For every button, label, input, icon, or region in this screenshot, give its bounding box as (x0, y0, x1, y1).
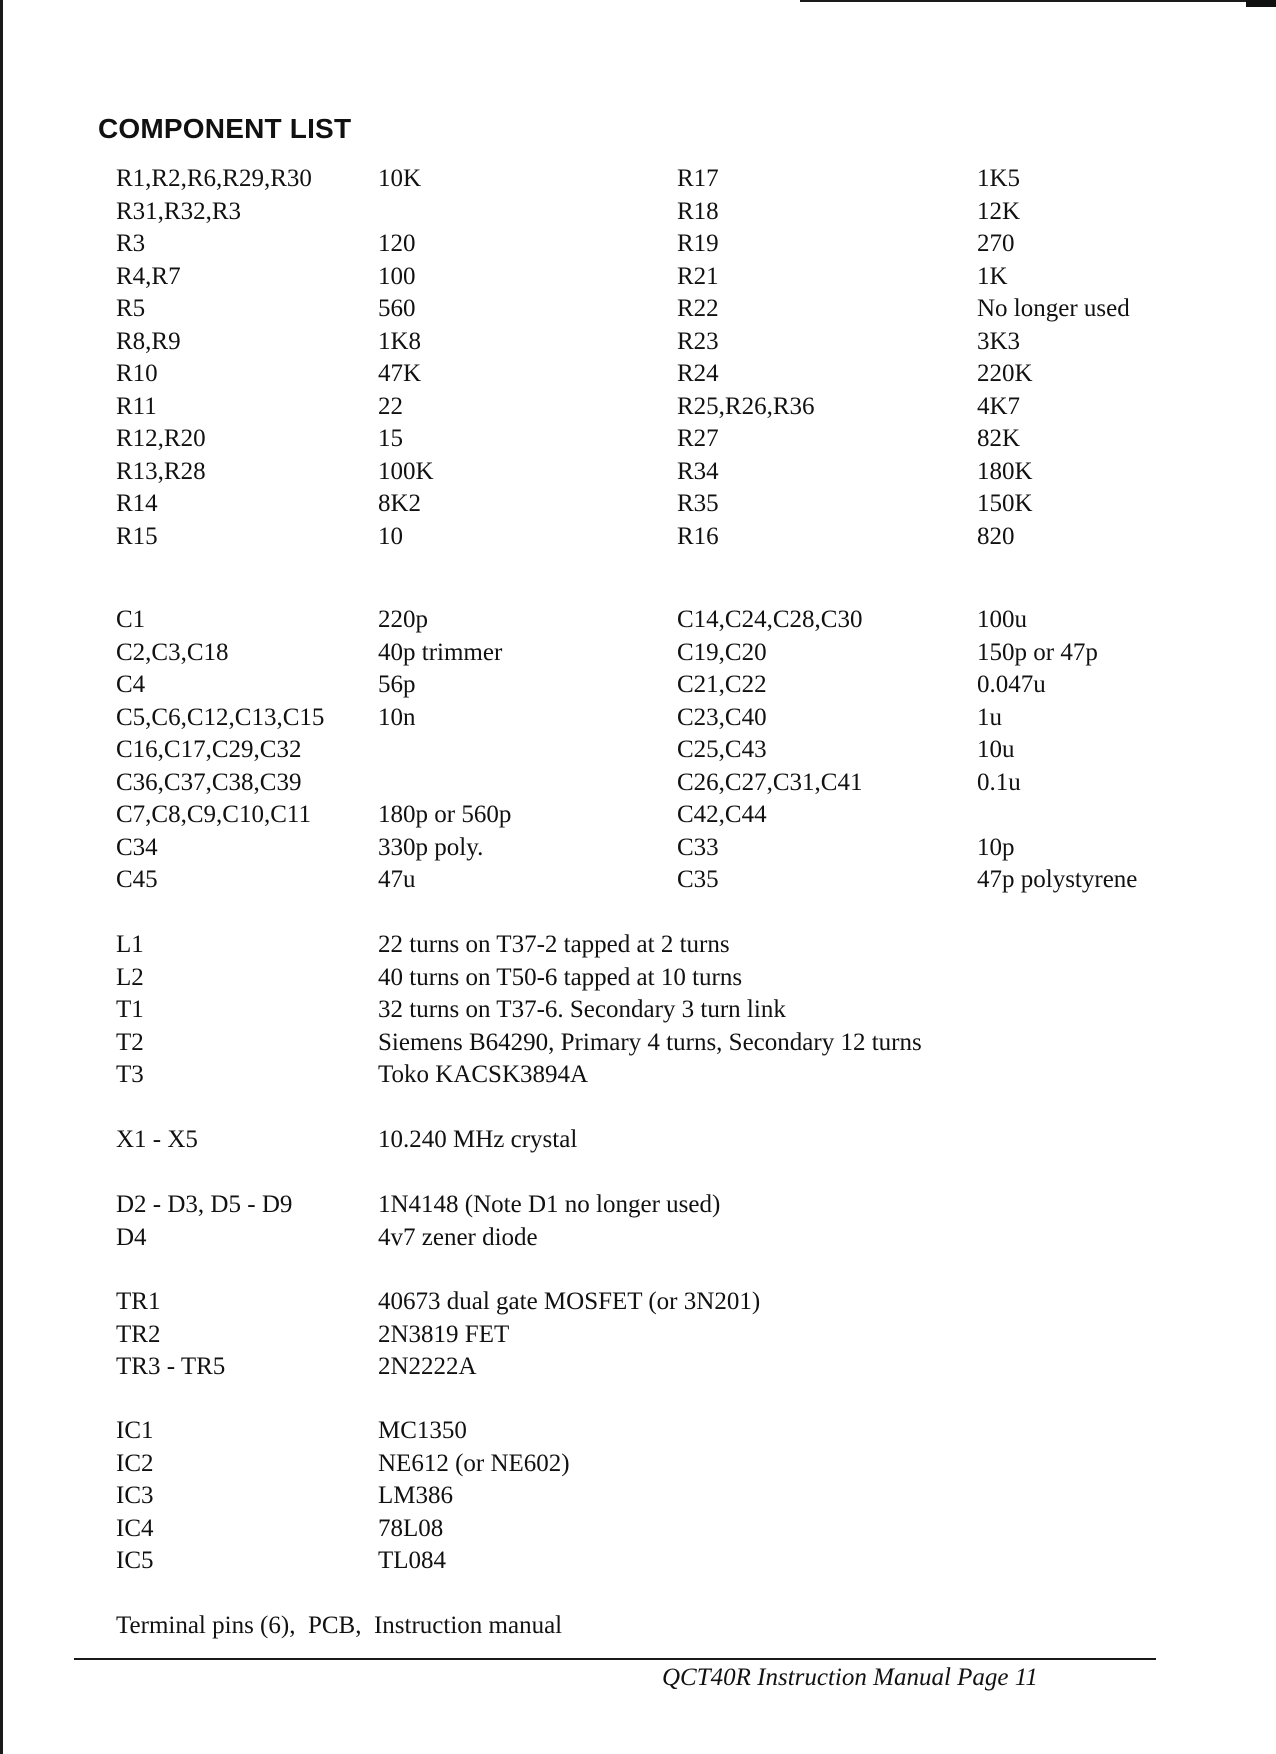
left-part-cell: C7,C8,C9,C10,C11 (116, 801, 311, 828)
right-value-cell: 12K (977, 198, 1021, 225)
left-value-cell: 47K (378, 360, 422, 387)
ics-row (0, 1415, 1276, 1447)
left-value-cell: 10.240 MHz crystal (378, 1126, 578, 1153)
resistors-row (0, 358, 1276, 390)
right-value-cell: 180K (977, 458, 1033, 485)
left-part-cell: L2 (116, 964, 144, 991)
right-part-cell: R24 (677, 360, 719, 387)
capacitors-row (0, 604, 1276, 636)
ics-row (0, 1513, 1276, 1545)
capacitors-row (0, 702, 1276, 734)
left-part-cell: T1 (116, 996, 144, 1023)
right-value-cell: 150K (977, 490, 1033, 517)
resistors-row (0, 456, 1276, 488)
left-part-cell: C1 (116, 606, 146, 633)
top-rule (800, 0, 1246, 2)
right-value-cell: 150p or 47p (977, 639, 1098, 666)
right-value-cell: 10p (977, 834, 1015, 861)
inductors-row (0, 1027, 1276, 1059)
right-part-cell: R34 (677, 458, 719, 485)
misc-row (0, 1610, 1276, 1642)
left-part-cell: R12,R20 (116, 425, 206, 452)
left-part-cell: C16,C17,C29,C32 (116, 736, 302, 763)
transistors-row (0, 1351, 1276, 1383)
crystals-row (0, 1124, 1276, 1156)
right-part-cell: R19 (677, 230, 719, 257)
left-value-cell: 180p or 560p (378, 801, 512, 828)
transistors-row (0, 1286, 1276, 1318)
right-part-cell: C26,C27,C31,C41 (677, 769, 863, 796)
capacitors-row (0, 864, 1276, 896)
right-part-cell: R22 (677, 295, 719, 322)
resistors-row (0, 261, 1276, 293)
footer-rule (74, 1658, 1156, 1660)
left-value-cell: 100 (378, 263, 416, 290)
inductors-row (0, 929, 1276, 961)
left-part-cell: T2 (116, 1029, 144, 1056)
right-part-cell: R18 (677, 198, 719, 225)
left-value-cell: 10 (378, 523, 403, 550)
left-value-cell: NE612 (or NE602) (378, 1450, 570, 1477)
left-value-cell: 22 (378, 393, 403, 420)
left-part-cell: R14 (116, 490, 158, 517)
right-part-cell: R16 (677, 523, 719, 550)
right-part-cell: C42,C44 (677, 801, 767, 828)
right-value-cell: 1K5 (977, 165, 1021, 192)
left-part-cell: R13,R28 (116, 458, 206, 485)
right-part-cell: C19,C20 (677, 639, 767, 666)
left-value-cell: 100K (378, 458, 434, 485)
left-value-cell: 120 (378, 230, 416, 257)
inductors-row (0, 962, 1276, 994)
resistors-row (0, 521, 1276, 553)
resistors-row (0, 488, 1276, 520)
left-value-cell: Toko KACSK3894A (378, 1061, 589, 1088)
page-title: COMPONENT LIST (98, 113, 352, 144)
capacitors-row (0, 734, 1276, 766)
left-part-cell: C45 (116, 866, 158, 893)
left-value-cell: 8K2 (378, 490, 422, 517)
left-value-cell: 40673 dual gate MOSFET (or 3N201) (378, 1288, 761, 1315)
left-value-cell: 10K (378, 165, 422, 192)
left-value-cell: 40 turns on T50-6 tapped at 10 turns (378, 964, 743, 991)
left-part-cell: C36,C37,C38,C39 (116, 769, 302, 796)
left-part-cell: IC3 (116, 1482, 154, 1509)
left-part-cell: C4 (116, 671, 146, 698)
right-part-cell: C23,C40 (677, 704, 767, 731)
right-value-cell: 82K (977, 425, 1021, 452)
diodes-row (0, 1222, 1276, 1254)
resistors-row (0, 196, 1276, 228)
right-part-cell: R35 (677, 490, 719, 517)
left-part-cell: IC2 (116, 1450, 154, 1477)
diodes-row (0, 1189, 1276, 1221)
resistors-row (0, 423, 1276, 455)
resistors-row (0, 391, 1276, 423)
right-part-cell: R17 (677, 165, 719, 192)
left-part-cell: X1 - X5 (116, 1126, 198, 1153)
inductors-row (0, 1059, 1276, 1091)
capacitors-row (0, 637, 1276, 669)
right-value-cell: 10u (977, 736, 1015, 763)
resistors-row (0, 228, 1276, 260)
right-part-cell: C35 (677, 866, 719, 893)
left-value-cell: 10n (378, 704, 416, 731)
left-part-cell: R8,R9 (116, 328, 181, 355)
left-part-cell: R10 (116, 360, 158, 387)
left-value-cell: 22 turns on T37-2 tapped at 2 turns (378, 931, 730, 958)
left-value-cell: 15 (378, 425, 403, 452)
left-value-cell: 56p (378, 671, 416, 698)
capacitors-row (0, 832, 1276, 864)
left-part-cell: TR2 (116, 1321, 161, 1348)
inductors-row (0, 994, 1276, 1026)
left-part-cell: IC4 (116, 1515, 154, 1542)
top-rule-end (1246, 0, 1276, 7)
left-part-cell: R31,R32,R3 (116, 198, 242, 225)
left-value-cell: Siemens B64290, Primary 4 turns, Secondary 12 turns (378, 1029, 922, 1056)
right-value-cell: 3K3 (977, 328, 1021, 355)
right-value-cell: 1K (977, 263, 1008, 290)
left-value-cell: 1K8 (378, 328, 422, 355)
transistors-row (0, 1319, 1276, 1351)
right-value-cell: 47p polystyrene (977, 866, 1138, 893)
right-part-cell: R27 (677, 425, 719, 452)
ics-row (0, 1448, 1276, 1480)
right-value-cell: 100u (977, 606, 1027, 633)
right-value-cell: 820 (977, 523, 1015, 550)
left-value-cell: MC1350 (378, 1417, 467, 1444)
right-part-cell: C33 (677, 834, 719, 861)
right-part-cell: C25,C43 (677, 736, 767, 763)
left-value-cell: 2N3819 FET (378, 1321, 510, 1348)
right-value-cell: 4K7 (977, 393, 1021, 420)
resistors-row (0, 293, 1276, 325)
left-part-cell: T3 (116, 1061, 144, 1088)
capacitors-row (0, 767, 1276, 799)
left-part-cell: D2 - D3, D5 - D9 (116, 1191, 293, 1218)
right-value-cell: 1u (977, 704, 1002, 731)
resistors-row (0, 326, 1276, 358)
capacitors-row (0, 799, 1276, 831)
ics-row (0, 1545, 1276, 1577)
left-part-cell: IC1 (116, 1417, 154, 1444)
left-part-cell: L1 (116, 931, 144, 958)
left-value-cell: 1N4148 (Note D1 no longer used) (378, 1191, 721, 1218)
left-part-cell: R11 (116, 393, 157, 420)
left-part-cell: TR3 - TR5 (116, 1353, 226, 1380)
left-value-cell: LM386 (378, 1482, 453, 1509)
left-value-cell: 2N2222A (378, 1353, 477, 1380)
right-value-cell: 0.047u (977, 671, 1046, 698)
right-part-cell: C14,C24,C28,C30 (677, 606, 863, 633)
left-value-cell: 32 turns on T37-6. Secondary 3 turn link (378, 996, 786, 1023)
left-value-cell: TL084 (378, 1547, 447, 1574)
left-value-cell: 220p (378, 606, 428, 633)
right-value-cell: 220K (977, 360, 1033, 387)
left-part-cell: C34 (116, 834, 158, 861)
left-part-cell: C2,C3,C18 (116, 639, 229, 666)
left-part-cell: R5 (116, 295, 146, 322)
misc-items: Terminal pins (6), PCB, Instruction manual (116, 1612, 563, 1639)
left-value-cell: 47u (378, 866, 416, 893)
left-part-cell: R4,R7 (116, 263, 181, 290)
right-part-cell: R23 (677, 328, 719, 355)
right-value-cell: No longer used (977, 295, 1130, 322)
capacitors-row (0, 669, 1276, 701)
left-value-cell: 560 (378, 295, 416, 322)
left-part-cell: IC5 (116, 1547, 154, 1574)
left-part-cell: TR1 (116, 1288, 161, 1315)
page-footer: QCT40R Instruction Manual Page 11 (662, 1664, 1038, 1691)
left-part-cell: R3 (116, 230, 146, 257)
left-part-cell: D4 (116, 1224, 147, 1251)
ics-row (0, 1480, 1276, 1512)
left-value-cell: 330p poly. (378, 834, 484, 861)
right-part-cell: R25,R26,R36 (677, 393, 815, 420)
resistors-row (0, 163, 1276, 195)
right-value-cell: 270 (977, 230, 1015, 257)
left-part-cell: R15 (116, 523, 158, 550)
right-part-cell: C21,C22 (677, 671, 767, 698)
left-value-cell: 40p trimmer (378, 639, 503, 666)
left-value-cell: 78L08 (378, 1515, 444, 1542)
right-value-cell: 0.1u (977, 769, 1021, 796)
right-part-cell: R21 (677, 263, 719, 290)
left-part-cell: R1,R2,R6,R29,R30 (116, 165, 312, 192)
left-part-cell: C5,C6,C12,C13,C15 (116, 704, 325, 731)
left-value-cell: 4v7 zener diode (378, 1224, 538, 1251)
